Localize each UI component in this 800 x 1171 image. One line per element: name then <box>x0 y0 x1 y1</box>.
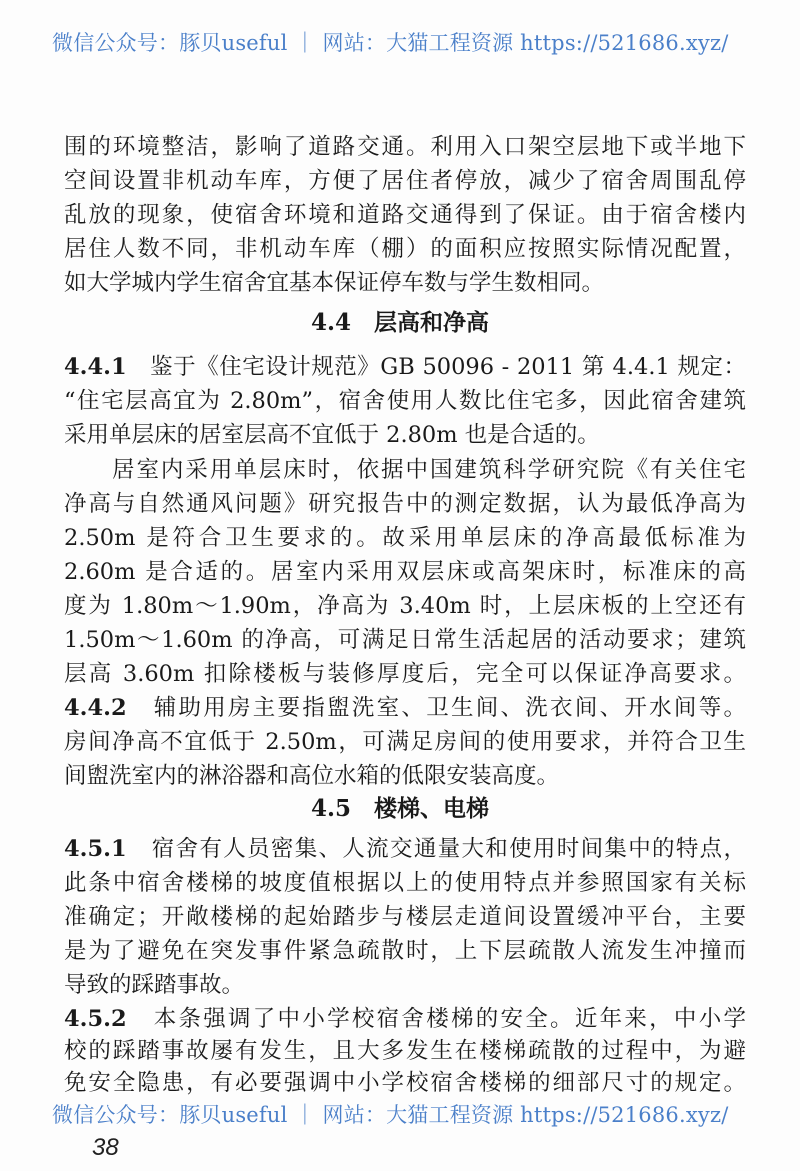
clause-number: 4.5.1 <box>64 836 127 862</box>
clause-4-4-1 <box>64 352 746 382</box>
section-heading-4-5: 4.5 楼梯、电梯 <box>310 795 489 822</box>
text-line: 导致的踩踏事故。 <box>64 972 245 998</box>
text-line: 层高 3.60m 扣除楼板与装修厚度后，完全可以保证净高要求。 <box>64 661 746 687</box>
clause-4-5-2 <box>64 1004 746 1034</box>
watermark-top: 微信公众号：豚贝useful ｜ 网站：大猫工程资源 https://521686.xyz/ <box>52 31 729 55</box>
text-line: 房间净高不宜低于 2.50m，可满足房间的使用要求，并符合卫生 <box>64 729 746 755</box>
watermark-bottom: 微信公众号：豚贝useful ｜ 网站：大猫工程资源 https://521686.xyz/ <box>52 1103 729 1127</box>
text-line: 乱放的现象，使宿舍环境和道路交通得到了保证。由于宿舍楼内 <box>64 202 746 228</box>
text-line: 免安全隐患，有必要强调中小学校宿舍楼梯的细部尺寸的规定。 <box>64 1070 746 1096</box>
text-line: 鉴于《住宅设计规范》GB 50096 - 2011 第 4.4.1 规定： <box>150 354 746 380</box>
text-line: “住宅层高宜为 2.80m”，宿舍使用人数比住宅多，因此宿舍建筑 <box>64 388 746 414</box>
text-line: 围的环境整洁，影响了道路交通。利用入口架空层地下或半地下 <box>64 134 746 160</box>
text-line: 校的踩踏事故屡有发生，且大多发生在楼梯疏散的过程中，为避 <box>64 1038 746 1064</box>
text-line: 如大学城内学生宿舍宜基本保证停车数与学生数相同。 <box>64 270 605 296</box>
clause-number: 4.4.1 <box>64 354 127 380</box>
text-line: 1.50m～1.60m 的净高，可满足日常生活起居的活动要求；建筑 <box>64 627 746 653</box>
clause-4-5-1 <box>64 834 746 864</box>
text-line: 准确定；开敞楼梯的起始踏步与楼层走道间设置缓冲平台，主要 <box>64 904 746 930</box>
text-line: 净高与自然通风问题》研究报告中的测定数据，认为最低净高为 <box>64 491 746 517</box>
clause-4-4-2 <box>64 693 746 723</box>
text-line: 空间设置非机动车库，方便了居住者停放，减少了宿舍周围乱停 <box>64 168 746 194</box>
text-line: 度为 1.80m～1.90m，净高为 3.40m 时，上层床板的上空还有 <box>64 593 746 619</box>
text-line: 采用单层床的居室层高不宜低于 2.80m 也是合适的。 <box>64 422 600 448</box>
text-line: 辅助用房主要指盥洗室、卫生间、洗衣间、开水间等。 <box>153 695 746 721</box>
section-heading-4-4: 4.4 层高和净高 <box>310 309 489 336</box>
text-line: 居住人数不同，非机动车库（棚）的面积应按照实际情况配置， <box>64 236 746 262</box>
text-line: 此条中宿舍楼梯的坡度值根据以上的使用特点并参照国家有关标 <box>64 870 746 896</box>
text-line: 是为了避免在突发事件紧急疏散时，上下层疏散人流发生冲撞而 <box>64 938 746 964</box>
text-line: 2.60m 是合适的。居室内采用双层床或高架床时，标准床的高 <box>64 559 746 585</box>
page-number: 38 <box>92 1134 119 1161</box>
text-line: 间盥洗室内的淋浴器和高位水箱的低限安装高度。 <box>64 763 560 789</box>
clause-number: 4.5.2 <box>64 1006 127 1032</box>
text-line: 居室内采用单层床时，依据中国建筑科学研究院《有关住宅 <box>112 457 746 483</box>
text-line: 本条强调了中小学校宿舍楼梯的安全。近年来，中小学 <box>153 1006 746 1032</box>
clause-number: 4.4.2 <box>64 695 127 721</box>
text-line: 2.50m 是符合卫生要求的。故采用单层床的净高最低标准为 <box>64 525 746 551</box>
text-line: 宿舍有人员密集、人流交通量大和使用时间集中的特点， <box>151 836 746 862</box>
